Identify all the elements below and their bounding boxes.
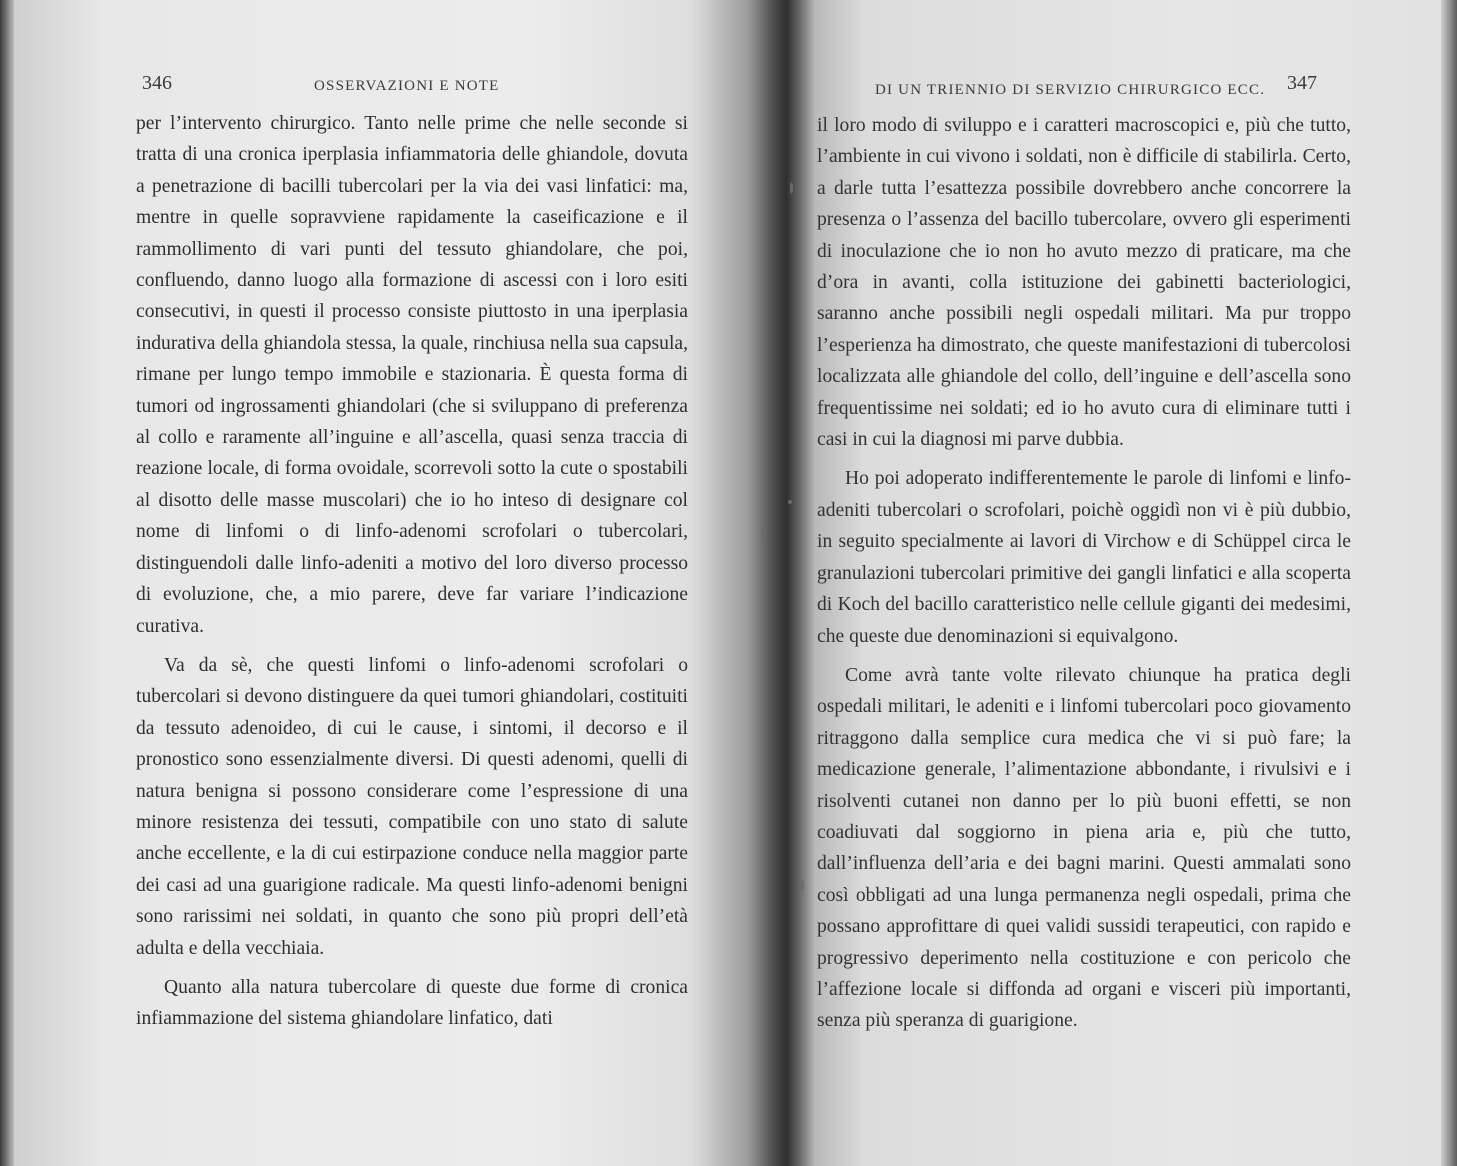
book-gutter [748, 0, 818, 1166]
right-running-head: DI UN TRIENNIO DI SERVIZIO CHIRURGICO ECC. [875, 82, 1266, 98]
gutter-speck [788, 500, 792, 504]
gutter-speck [800, 880, 804, 890]
book-edge-right [1441, 0, 1457, 1166]
left-page [14, 0, 750, 1166]
left-page-number: 346 [142, 72, 172, 94]
right-page-number: 347 [1287, 72, 1317, 94]
left-running-head: OSSERVAZIONI E NOTE [314, 78, 500, 94]
right-page [815, 0, 1441, 1166]
left-paragraph-2: Va da sè, che questi linfomi o linfo-adenomi scrofolari o tubercolari si devono distinguere da quei tumori ghiandolari, costituiti da tessuto adenoideo, di cui le cause, i sintomi, il decorso e il pronostico sono essenzialmente diversi. Di questi adenomi, quelli di natura benigna si possono considerare come l’espressione di una minore resistenza dei tessuti, compatibile con uno stato di salute anche eccellente, e la di cui estirpazione conduce nella maggior parte dei casi ad una guarigione radicale. Ma questi linfo-adenomi benigni sono rarissimi nei soldati, in quanto che sono più propri dell’età adulta e della vecchiaia. [136, 654, 688, 959]
gutter-speck [762, 528, 765, 542]
right-page-body [817, 110, 1351, 1037]
right-paragraph-3: Come avrà tante volte rilevato chiunque ha pratica degli ospedali militari, le adeniti e i linfomi tubercolari poco giovamento ritraggono dalla semplice cura medica che vi si può fare; la medicazione generale, l’alimentazione abbondante, i rivulsivi e i risolventi cutanei non danno per lo più buoni effetti, se non coadiuvati dal soggiorno in piena aria e, più che tutto, dall’influenza dell’aria e dei bagni marini. Questi ammalati sono così obbligati ad una lunga permanenza negli ospedali, prima che possano approfittare di quei validi sussidi terapeutici, con rapido e progressivo deperimento nella costituzione e con pericolo che l’affezione locale si diffonda ad organi e visceri più importanti, senza più speranza di guarigione. [817, 664, 1351, 1032]
right-paragraph-2: Ho poi adoperato indifferentemente le parole di linfomi e linfo-adeniti tubercolari o scrofolari, poichè oggidì non vi è più dubbio, in seguito specialmente ai lavori di Virchow e di Schüppel circa le granulazioni tubercolari primitive dei gangli linfatici e alla scoperta di Koch del bacillo caratteristico nelle cellule giganti dei medesimi, che queste due denominazioni si equivalgono. [817, 468, 1351, 647]
left-page-body [136, 108, 688, 1035]
right-paragraph-1: il loro modo di sviluppo e i caratteri macroscopici e, più che tutto, l’ambiente in cui vivono i soldati, non è difficile di stabilirla. Certo, a darle tutta l’esattezza possibile dovrebbero anche concorrere la presenza o l’assenza del bacillo tubercolare, ovvero gli esperimenti di inoculazione che io non ho avuto mezzo di praticare, ma che d’ora in avanti, colla istituzione dei gabinetti bacteriologici, saranno anche possibili negli ospedali militari. Ma pur troppo l’esperienza ha dimostrato, che queste manifestazioni di tubercolosi localizzata alle ghiandole del collo, dell’inguine e dell’ascella sono frequentissime nei soldati; ed io ho avuto cura di eliminare tutti i casi in cui la diagnosi mi parve dubbia. [817, 115, 1351, 451]
left-paragraph-1: per l’intervento chirurgico. Tanto nelle prime che nelle seconde si tratta di una cronica iperplasia infiammatoria delle ghiandole, dovuta a penetrazione di bacilli tubercolari per la via dei vasi linfatici: ma, mentre in quelle sopravviene rapidamente la caseificazione e il rammollimento di vari punti del tessuto ghiandolare, che poi, confluendo, danno luogo alla formazione di ascessi con i loro esiti consecutivi, in questi il processo consiste piuttosto in una iperplasia indurativa della ghiandola stessa, la quale, rinchiusa nella sua capsula, rimane per lungo tempo immobile e stazionaria. È questa forma di tumori od ingrossamenti ghiandolari (che si sviluppano di preferenza al collo e raramente all’inguine e all’ascella, quasi senza traccia di reazione locale, di forma ovoidale, scorrevoli sotto la cute o spostabili al disotto delle masse muscolari) che io ho inteso di designare col nome di linfomi o di linfo-adenomi scrofolari o tubercolari, distinguendoli dalle linfo-adeniti a motivo del loro diverso processo di evoluzione, che, a mio parere, deve far variare l’indicazione curativa. [136, 113, 688, 637]
left-paragraph-3: Quanto alla natura tubercolare di queste due forme di cronica infiammazione del sistema ghiandolare linfatico, dati [136, 976, 688, 1030]
gutter-speck [790, 182, 793, 194]
book-edge-left [0, 0, 14, 1166]
